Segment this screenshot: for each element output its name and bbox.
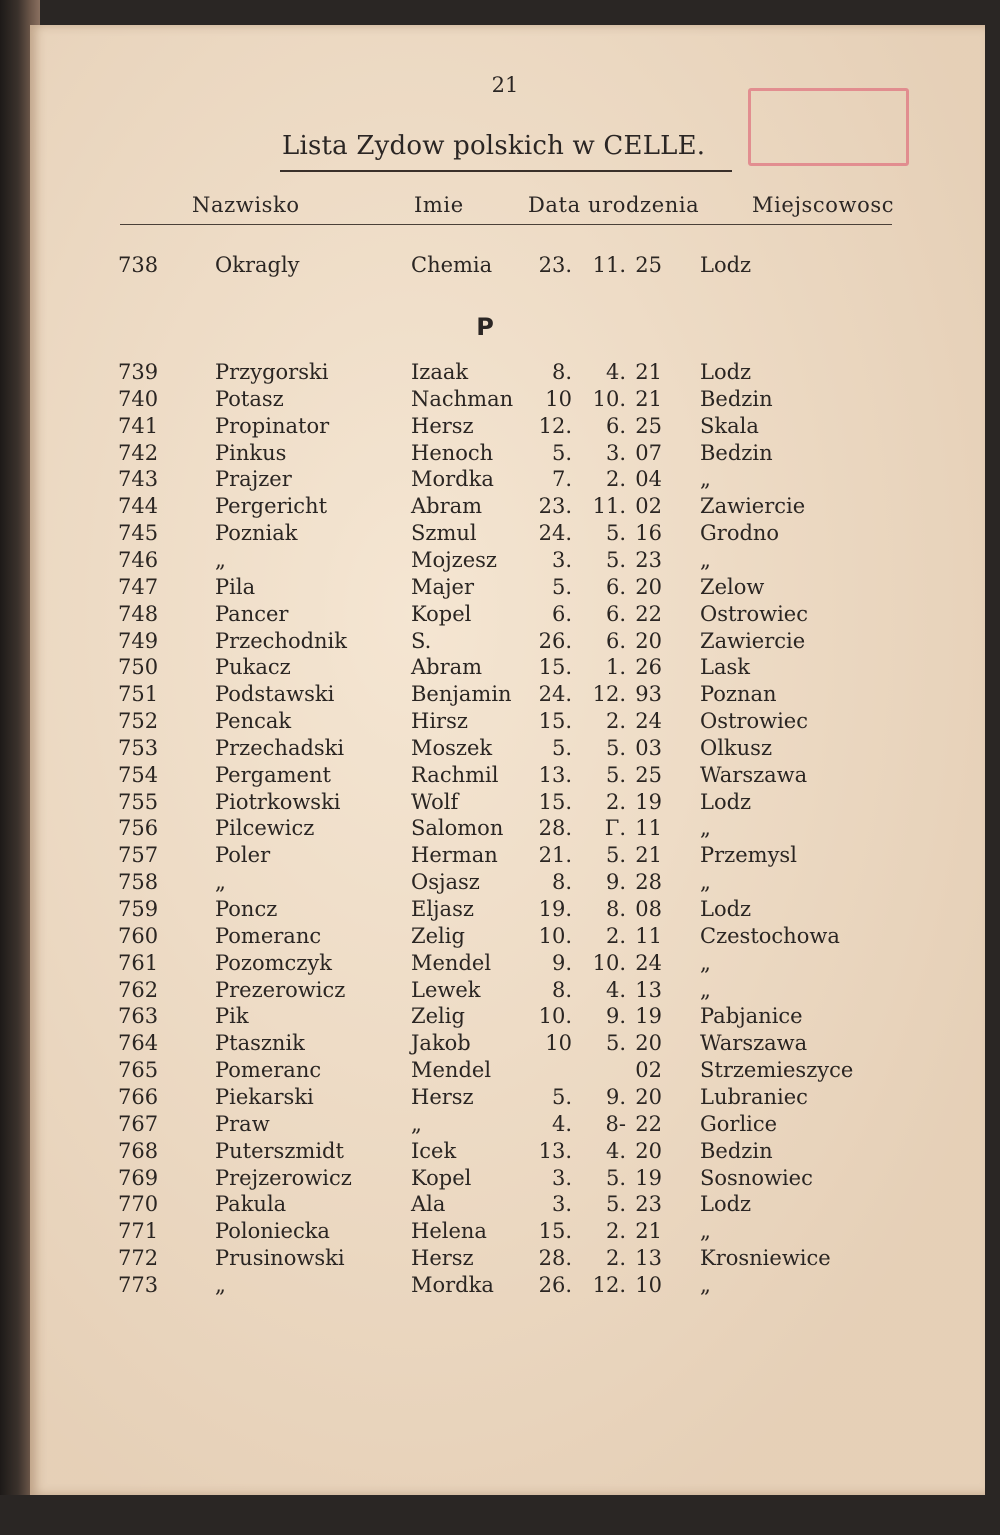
entry-day: 15.: [538, 709, 572, 734]
entry-town: Bedzin: [700, 1138, 773, 1163]
entry-name: Chemia: [411, 253, 493, 277]
entry-month: 2.: [605, 923, 626, 948]
entry-surname: Pinkus: [215, 440, 287, 465]
entry-surname: „: [215, 547, 226, 572]
entry-town: „: [700, 950, 711, 975]
entry-town: „: [700, 547, 711, 572]
table-row: [0, 360, 955, 387]
entry-day: 15.: [538, 655, 572, 680]
entry-month: 5.: [605, 547, 626, 572]
entry-town: Bedzin: [700, 440, 773, 465]
entry-name: Rachmil: [411, 762, 499, 787]
entry-year: 19: [635, 1004, 662, 1029]
entry-number: 773: [118, 1272, 159, 1297]
entry-month: 8-: [605, 1111, 626, 1136]
entry-surname: Pila: [215, 574, 256, 599]
entry-month: 9.: [605, 870, 626, 895]
entry-town: „: [700, 1219, 711, 1244]
entry-number: 739: [118, 360, 159, 384]
entry-day: 10: [545, 1031, 572, 1056]
entry-year: 21: [635, 1219, 662, 1244]
entry-surname: Prejzerowicz: [215, 1165, 352, 1190]
entry-town: Warszawa: [700, 1031, 808, 1056]
entry-surname: Pergericht: [215, 494, 328, 519]
entry-number: 753: [118, 735, 159, 760]
entry-number: 747: [118, 574, 159, 599]
entry-town: Grodno: [700, 521, 780, 546]
entry-surname: Okragly: [215, 253, 300, 277]
entry-surname: Prusinowski: [215, 1246, 345, 1271]
entry-month: Γ.: [604, 816, 626, 841]
table-row: [0, 1192, 955, 1219]
entry-surname: Pencak: [215, 709, 292, 734]
entry-name: Kopel: [411, 601, 472, 626]
entry-name: „: [411, 1111, 422, 1136]
entry-name: Hersz: [411, 1246, 474, 1271]
table-row: [0, 978, 955, 1005]
entry-number: 755: [118, 789, 159, 814]
entry-year: 20: [635, 1084, 662, 1109]
entry-year: 13: [635, 977, 662, 1002]
entry-month: 12.: [592, 1272, 626, 1297]
table-row: [0, 790, 955, 817]
entry-name: Szmul: [411, 521, 477, 546]
entry-town: „: [700, 977, 711, 1002]
table-row: [0, 655, 955, 682]
entry-month: 6.: [605, 628, 626, 653]
entry-day: 23.: [538, 494, 572, 519]
table-row: [0, 1004, 955, 1031]
entry-day: 8.: [551, 977, 572, 1002]
entry-surname: Pozniak: [215, 521, 298, 546]
entry-town: Lodz: [700, 1192, 752, 1217]
entry-month: 6.: [605, 413, 626, 438]
table-row: [0, 736, 955, 763]
entry-town: Strzemieszyce: [700, 1058, 854, 1083]
entry-name: Jakob: [411, 1031, 471, 1056]
entry-town: Lubraniec: [700, 1084, 808, 1109]
entry-name: Zelig: [411, 923, 465, 948]
entry-year: 24: [635, 709, 662, 734]
entry-number: 740: [118, 386, 159, 411]
table-row: [0, 414, 955, 441]
entry-name: Abram: [411, 494, 483, 519]
entry-year: 20: [635, 574, 662, 599]
entry-month: 9.: [605, 1004, 626, 1029]
entry-year: 21: [635, 843, 662, 868]
entry-day: 5.: [551, 440, 572, 465]
entry-town: Zelow: [700, 574, 765, 599]
entry-name: Salomon: [411, 816, 504, 841]
entry-number: 756: [118, 816, 159, 841]
entry-name: Zelig: [411, 1004, 465, 1029]
entry-surname: Piekarski: [215, 1084, 314, 1109]
entry-name: S.: [411, 628, 432, 653]
entry-year: 20: [635, 1138, 662, 1163]
entry-town: Lodz: [700, 789, 752, 814]
entry-day: 3.: [551, 1165, 572, 1190]
entry-name: Izaak: [411, 360, 469, 384]
entry-month: 4.: [605, 360, 626, 384]
entry-town: Gorlice: [700, 1111, 778, 1136]
entry-town: Lodz: [700, 253, 752, 277]
entry-number: 772: [118, 1246, 159, 1271]
entry-year: 23: [635, 547, 662, 572]
entry-year: 25: [635, 413, 662, 438]
entry-surname: Potasz: [215, 386, 284, 411]
entry-day: 7.: [551, 467, 572, 492]
red-stamp-frame: [748, 88, 909, 166]
table-row: [0, 682, 955, 709]
entry-number: 771: [118, 1219, 159, 1244]
entry-year: 20: [635, 628, 662, 653]
entry-number: 752: [118, 709, 159, 734]
entry-name: Wolf: [411, 789, 459, 814]
entry-name: Ala: [411, 1192, 446, 1217]
entry-surname: Pomeranc: [215, 923, 322, 948]
entry-month: 6.: [605, 574, 626, 599]
table-row: [0, 1085, 955, 1112]
entry-year: 22: [635, 1111, 662, 1136]
entry-month: 10.: [592, 386, 626, 411]
entry-surname: „: [215, 1272, 226, 1297]
entry-name: Hersz: [411, 413, 474, 438]
table-row: [0, 709, 955, 736]
entry-day: 10.: [538, 923, 572, 948]
entry-number: 769: [118, 1165, 159, 1190]
entry-day: 26.: [538, 1272, 572, 1297]
entry-day: 15.: [538, 789, 572, 814]
entry-town: Bedzin: [700, 386, 773, 411]
entry-town: Zawiercie: [700, 628, 806, 653]
table-row: [0, 870, 955, 897]
entry-month: 11.: [592, 494, 626, 519]
entry-year: 24: [635, 950, 662, 975]
entry-surname: Pik: [215, 1004, 249, 1029]
entry-town: „: [700, 1272, 711, 1297]
entry-surname: Poler: [215, 843, 271, 868]
entry-month: 2.: [605, 467, 626, 492]
table-row: [0, 548, 955, 575]
entry-town: „: [700, 467, 711, 492]
entry-day: 28.: [538, 816, 572, 841]
entry-surname: Puterszmidt: [215, 1138, 344, 1163]
entry-year: 19: [635, 1165, 662, 1190]
entry-name: Abram: [411, 655, 483, 680]
entry-town: Lask: [700, 655, 750, 680]
entry-name: Mordka: [411, 467, 494, 492]
entry-year: 02: [635, 1058, 662, 1083]
entry-number: 762: [118, 977, 159, 1002]
entry-town: „: [700, 816, 711, 841]
table-row: [0, 467, 955, 494]
entry-year: 20: [635, 1031, 662, 1056]
entry-day: 10.: [538, 1004, 572, 1029]
header-rule: [120, 224, 892, 225]
entry-year: 25: [635, 253, 662, 277]
entry-surname: Pakula: [215, 1192, 287, 1217]
entry-surname: Pancer: [215, 601, 289, 626]
entry-town: Olkusz: [700, 735, 773, 760]
entry-year: 10: [635, 1272, 662, 1297]
entry-surname: Ptasznik: [215, 1031, 305, 1056]
entry-year: 03: [635, 735, 662, 760]
entry-name: Herman: [411, 843, 498, 868]
entry-number: 766: [118, 1084, 159, 1109]
entry-day: 19.: [538, 897, 572, 921]
entry-surname: Przygorski: [215, 360, 329, 384]
entry-town: Czestochowa: [700, 923, 840, 948]
entry-month: 5.: [605, 1165, 626, 1190]
entry-number: 768: [118, 1138, 159, 1163]
entry-number: 767: [118, 1111, 159, 1136]
entry-name: Nachman: [411, 386, 514, 411]
entry-year: 08: [635, 897, 662, 921]
entry-town: Przemysl: [700, 843, 797, 868]
header-town: Miejscowosc: [752, 193, 895, 217]
entry-surname: Prezerowicz: [215, 977, 346, 1002]
entry-month: 5.: [605, 521, 626, 546]
entry-surname: Piotrkowski: [215, 789, 341, 814]
entry-surname: Przechodnik: [215, 628, 347, 653]
entry-year: 23: [635, 1192, 662, 1217]
header-birth-date: Data urodzenia: [528, 193, 700, 217]
entry-day: 3.: [551, 1192, 572, 1217]
entry-day: 21.: [538, 843, 572, 868]
entry-number: 745: [118, 521, 159, 546]
entry-day: 23.: [538, 253, 572, 277]
entry-town: Warszawa: [700, 762, 808, 787]
table-row: [0, 951, 955, 978]
scan-bottom-edge: [0, 1495, 1000, 1535]
entry-day: 15.: [538, 1219, 572, 1244]
entry-number: 757: [118, 843, 159, 868]
entry-number: 744: [118, 494, 159, 519]
table-row: [0, 763, 955, 790]
entry-month: 12.: [592, 682, 626, 707]
entry-month: 5.: [605, 1031, 626, 1056]
entry-number: 741: [118, 413, 159, 438]
entry-name: Icek: [411, 1138, 457, 1163]
entry-name: Helena: [411, 1219, 487, 1244]
entry-month: 4.: [605, 1138, 626, 1163]
entry-name: Moszek: [411, 735, 493, 760]
entry-year: 25: [635, 762, 662, 787]
entry-day: 26.: [538, 628, 572, 653]
table-row: [0, 1273, 955, 1300]
entry-month: 5.: [605, 843, 626, 868]
entry-day: 3.: [551, 547, 572, 572]
entry-month: 2.: [605, 789, 626, 814]
entry-name: Mendel: [411, 1058, 492, 1083]
entry-day: 5.: [551, 735, 572, 760]
table-row: [0, 1058, 955, 1085]
entry-month: 2.: [605, 1219, 626, 1244]
entry-town: Lodz: [700, 897, 752, 921]
entry-day: 9.: [551, 950, 572, 975]
entry-year: 07: [635, 440, 662, 465]
table-row: [0, 629, 955, 656]
header-surname: Nazwisko: [192, 193, 300, 217]
table-row: [0, 816, 955, 843]
entry-day: 24.: [538, 682, 572, 707]
entry-month: 4.: [605, 977, 626, 1002]
entry-year: 21: [635, 360, 662, 384]
entry-number: 749: [118, 628, 159, 653]
entry-number: 765: [118, 1058, 159, 1083]
entry-surname: Pilcewicz: [215, 816, 315, 841]
entry-town: Ostrowiec: [700, 601, 808, 626]
entry-surname: Przechadski: [215, 735, 345, 760]
entry-year: 13: [635, 1246, 662, 1271]
table-row: [0, 1219, 955, 1246]
entry-town: Sosnowiec: [700, 1165, 813, 1190]
entry-surname: Pukacz: [215, 655, 291, 680]
header-name: Imie: [414, 193, 464, 217]
entry-number: 770: [118, 1192, 159, 1217]
title-underline: [280, 170, 732, 172]
entry-month: 2.: [605, 709, 626, 734]
entry-town: Lodz: [700, 360, 752, 384]
entry-number: 754: [118, 762, 159, 787]
entry-day: 5.: [551, 574, 572, 599]
page-number: 21: [491, 73, 519, 97]
entry-month: 3.: [605, 440, 626, 465]
entry-town: Skala: [700, 413, 759, 438]
section-letter-p: P: [476, 313, 494, 341]
table-row: [0, 441, 955, 468]
entry-month: 5.: [605, 735, 626, 760]
entry-surname: Poloniecka: [215, 1219, 330, 1244]
entry-month: 2.: [605, 1246, 626, 1271]
entry-day: 6.: [551, 601, 572, 626]
entry-year: 26: [635, 655, 662, 680]
entry-number: 750: [118, 655, 159, 680]
entry-number: 764: [118, 1031, 159, 1056]
entry-day: 12.: [538, 413, 572, 438]
entry-surname: Propinator: [215, 413, 330, 438]
entry-number: 763: [118, 1004, 159, 1029]
entry-name: Mendel: [411, 950, 492, 975]
entry-surname: Prajzer: [215, 467, 292, 492]
entry-surname: Pozomczyk: [215, 950, 332, 975]
entry-day: 28.: [538, 1246, 572, 1271]
table-row: [0, 387, 955, 414]
entry-number: 748: [118, 601, 159, 626]
entry-year: 93: [635, 682, 662, 707]
entry-year: 16: [635, 521, 662, 546]
entry-number: 758: [118, 870, 159, 895]
entry-number: 746: [118, 547, 159, 572]
entry-day: 10: [545, 386, 572, 411]
entry-name: Kopel: [411, 1165, 472, 1190]
table-row-top: [0, 253, 955, 280]
table-row: [0, 1246, 955, 1273]
document-title: Lista Zydow polskich w CELLE.: [282, 131, 706, 161]
entry-name: Mordka: [411, 1272, 494, 1297]
entry-name: Lewek: [411, 977, 481, 1002]
entry-year: 22: [635, 601, 662, 626]
entry-day: 5.: [551, 1084, 572, 1109]
entry-number: 761: [118, 950, 159, 975]
entry-name: Eljasz: [411, 897, 474, 921]
entry-year: 04: [635, 467, 662, 492]
entry-month: 5.: [605, 762, 626, 787]
table-row: [0, 1139, 955, 1166]
entry-year: 11: [635, 816, 662, 841]
table-row: [0, 1112, 955, 1139]
entry-town: Zawiercie: [700, 494, 806, 519]
entry-surname: Pergament: [215, 762, 331, 787]
entry-surname: Poncz: [215, 897, 278, 921]
entry-surname: „: [215, 870, 226, 895]
entry-town: Poznan: [700, 682, 777, 707]
entry-number: 738: [118, 253, 159, 277]
entry-month: 8.: [605, 897, 626, 921]
entry-day: 4.: [551, 1111, 572, 1136]
entry-name: Benjamin: [411, 682, 512, 707]
table-row: [0, 1166, 955, 1193]
table-row: [0, 843, 955, 870]
entry-name: Osjasz: [411, 870, 480, 895]
entry-town: Pabjanice: [700, 1004, 803, 1029]
entry-month: 10.: [592, 950, 626, 975]
entry-month: 6.: [605, 601, 626, 626]
entry-year: 02: [635, 494, 662, 519]
entry-name: Majer: [411, 574, 474, 599]
entry-day: 8.: [551, 360, 572, 384]
entry-month: 1.: [605, 655, 626, 680]
entry-surname: Praw: [215, 1111, 270, 1136]
entry-month: 5.: [605, 1192, 626, 1217]
entry-surname: Podstawski: [215, 682, 335, 707]
entry-month: 9.: [605, 1084, 626, 1109]
entry-name: Hirsz: [411, 709, 468, 734]
entry-town: Ostrowiec: [700, 709, 808, 734]
table-row: [0, 897, 955, 924]
entry-number: 743: [118, 467, 159, 492]
entry-day: 24.: [538, 521, 572, 546]
table-row: [0, 1031, 955, 1058]
entry-year: 19: [635, 789, 662, 814]
table-row: [0, 521, 955, 548]
entry-day: 8.: [551, 870, 572, 895]
entry-year: 11: [635, 923, 662, 948]
entry-number: 751: [118, 682, 159, 707]
entry-name: Henoch: [411, 440, 494, 465]
entry-town: Krosniewice: [700, 1246, 831, 1271]
entry-name: Hersz: [411, 1084, 474, 1109]
entry-day: 13.: [538, 762, 572, 787]
entry-day: 13.: [538, 1138, 572, 1163]
entry-surname: Pomeranc: [215, 1058, 322, 1083]
table-row: [0, 602, 955, 629]
table-row: [0, 575, 955, 602]
entry-year: 21: [635, 386, 662, 411]
entry-number: 760: [118, 923, 159, 948]
entry-year: 28: [635, 870, 662, 895]
entry-month: 11.: [592, 253, 626, 277]
entry-town: „: [700, 870, 711, 895]
entry-number: 742: [118, 440, 159, 465]
table-row: [0, 924, 955, 951]
entry-name: Mojzesz: [411, 547, 497, 572]
table-row: [0, 494, 955, 521]
entry-number: 759: [118, 897, 159, 921]
